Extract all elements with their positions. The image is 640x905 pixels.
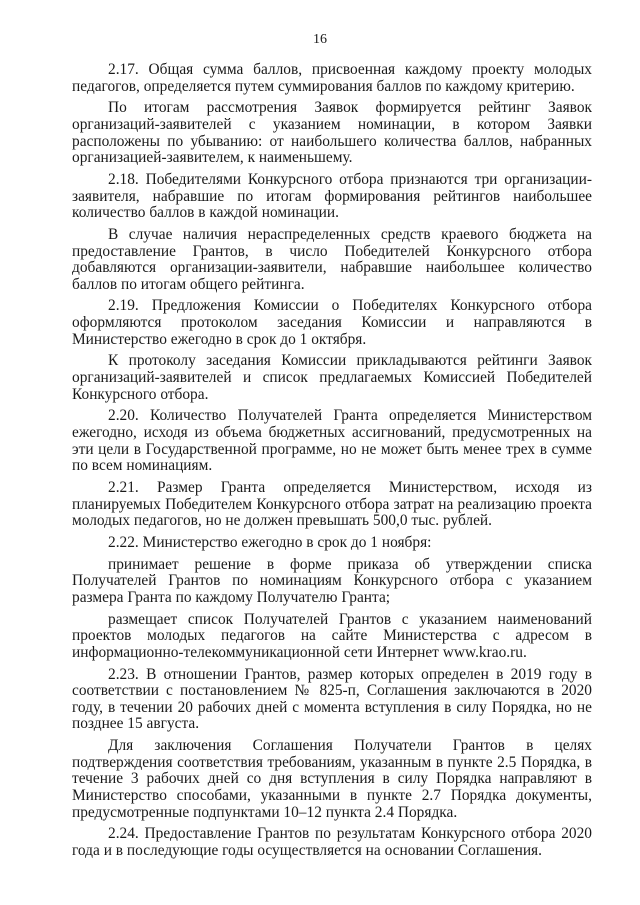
- paragraph-2-20: 2.20. Количество Получателей Гранта определяется Министерством ежегодно, исходя из объема бюджетных ассигнований, предусмотренных на эти цели в Государственной программе, но не может быть менее трех в сумме по всем номинациям.: [72, 407, 592, 475]
- paragraph-2-18: 2.18. Победителями Конкурсного отбора признаются три организации-заявителя, набравшие по итогам формирования рейтингов наибольшее количество баллов в каждой номинации.: [72, 170, 592, 222]
- paragraph-decision: принимает решение в форме приказа об утверждении списка Получателей Грантов по номинациям Конкурсного отбора с указанием размера Гранта по каждому Получателю Гранта;: [72, 555, 592, 606]
- paragraph-undistributed-funds: В случае наличия нераспределенных средств краевого бюджета на предоставление Грантов, в число Победителей Конкурсного отбора добавляются организации-заявители, набравшие наибольшее количество баллов по итогам общего рейтинга.: [72, 225, 592, 293]
- page-number: 16: [313, 32, 327, 47]
- paragraph-2-23: 2.23. В отношении Грантов, размер которых определен в 2019 году в соответствии с постановлением № 825-п, Соглашения заключаются в 2020 году, в течении 20 рабочих дней с момента вступления в силу Порядка, но не позднее 15 августа.: [72, 665, 592, 733]
- paragraph-rating: По итогам рассмотрения Заявок формируется рейтинг Заявок организаций-заявителей с указанием номинации, в котором Заявки расположены по убыванию: от наибольшего количества баллов, набранных организацией-заявителем, к наименьшему.: [72, 99, 592, 167]
- paragraph-2-21: 2.21. Размер Гранта определяется Министерством, исходя из планируемых Победителем Конкурсного отбора затрат на реализацию проекта молодых педагогов, но не должен превышать 500,0 тыс. рублей.: [72, 478, 592, 530]
- paragraph-2-19: 2.19. Предложения Комиссии о Победителях Конкурсного отбора оформляются протоколом заседания Комиссии и направляются в Министерство ежегодно в срок до 1 октября.: [72, 297, 592, 348]
- paragraph-publish-list: размещает список Получателей Грантов с указанием наименований проектов молодых педагогов на сайте Министерства с адресом в информационно-телекоммуникационной сети Интернет www.krao.ru.: [72, 610, 592, 661]
- paragraph-protocol: К протоколу заседания Комиссии прикладываются рейтинги Заявок организаций-заявителей и список предлагаемых Комиссией Победителей Конкурсного отбора.: [72, 352, 592, 403]
- paragraph-agreement-documents: Для заключения Соглашения Получатели Грантов в целях подтверждения соответствия требованиям, указанным в пункте 2.5 Порядка, в течение 3 рабочих дней со дня вступления в силу Порядка направляют в Министерство способами, указанными в пункте 2.7 Порядка документы, предусмотренные подпунктами 10–12 пункта 2.4 Порядка.: [72, 737, 592, 821]
- paragraph-2-22: 2.22. Министерство ежегодно в срок до 1 ноября:: [108, 533, 432, 551]
- paragraph-2-24: 2.24. Предоставление Грантов по результатам Конкурсного отбора 2020 года и в последующие годы осуществляется на основании Соглашения.: [72, 825, 592, 859]
- document-body: [72, 62, 592, 865]
- paragraph-2-17: 2.17. Общая сумма баллов, присвоенная каждому проекту молодых педагогов, определяется путем суммирования баллов по каждому критерию.: [72, 61, 592, 95]
